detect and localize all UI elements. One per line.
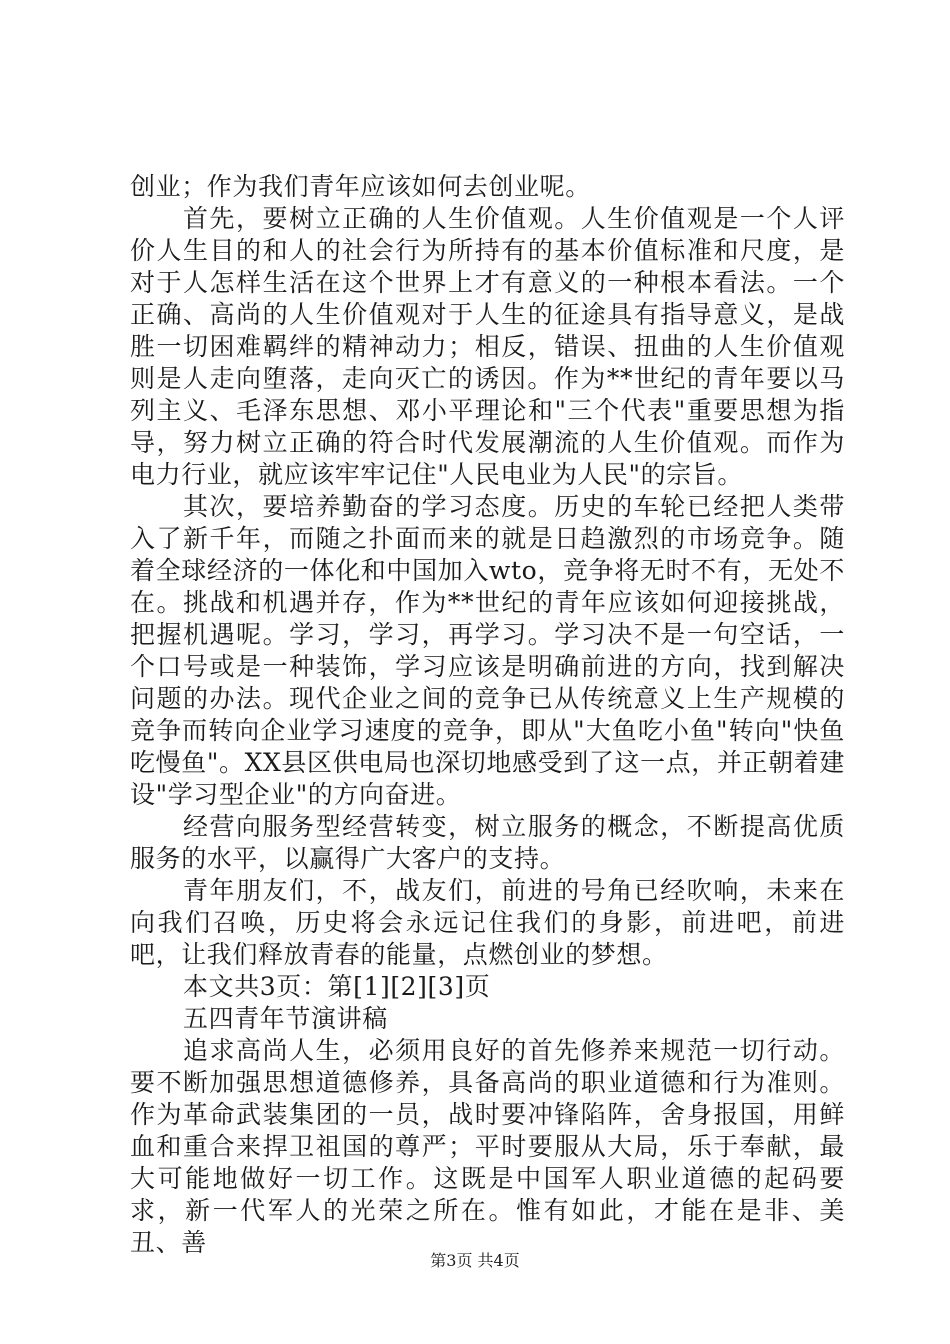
paragraph-5: 青年朋友们，不，战友们，前进的号角已经吹响，未来在向我们召唤，历史将会永远记住我们的身影，前进吧，前进吧，让我们释放青春的能量，点燃创业的梦想。 (130, 876, 845, 969)
document-body (130, 171, 845, 1259)
section-title: 五四青年节演讲稿 (183, 1004, 388, 1033)
paragraph-6: 追求高尚人生，必须用良好的首先修养来规范一切行动。要不断加强思想道德修养，具备高尚的职业道德和行为准则。作为革命武装集团的一员，战时要冲锋陷阵，舍身报国，用鲜血和重合来捍卫祖国的尊严；平时要服从大局，乐于奉献，最大可能地做好一切工作。这既是中国军人职业道德的起码要求，新一代军人的光荣之所在。惟有如此，才能在是非、美丑、善 (130, 1036, 845, 1257)
paragraph-3: 其次，要培养勤奋的学习态度。历史的车轮已经把人类带入了新千年，而随之扑面而来的就是日趋激烈的市场竞争。随着全球经济的一体化和中国加入wto，竞争将无时不有，无处不在。挑战和机遇并存，作为**世纪的青年应该如何迎接挑战，把握机遇呢。学习，学习，再学习。学习决不是一句空话，一个口号或是一种装饰，学习应该是明确前进的方向，找到解决问题的办法。现代企业之间的竞争已从传统意义上生产规模的竞争而转向企业学习速度的竞争，即从"大鱼吃小鱼"转向"快鱼吃慢鱼"。XX县区供电局也深切地感受到了这一点，并正朝着建设"学习型企业"的方向奋进。 (130, 492, 845, 809)
paragraph-4: 经营向服务型经营转变，树立服务的概念，不断提高优质服务的水平，以赢得广大客户的支持。 (130, 812, 845, 873)
paragraph-1: 创业；作为我们青年应该如何去创业呢。 (130, 172, 591, 201)
page-count-line: 本文共3页：第[1][2][3]页 (183, 972, 491, 1001)
page-footer: 第3页 共4页 (430, 1251, 520, 1270)
paragraph-2: 首先，要树立正确的人生价值观。人生价值观是一个人评价人生目的和人的社会行为所持有的基本价值标准和尺度，是对于人怎样生活在这个世界上才有意义的一种根本看法。一个正确、高尚的人生价值观对于人生的征途具有指导意义，是战胜一切困难羁绊的精神动力；相反，错误、扭曲的人生价值观则是人走向堕落，走向灭亡的诱因。作为**世纪的青年要以马列主义、毛泽东思想、邓小平理论和"三个代表"重要思想为指导，努力树立正确的符合时代发展潮流的人生价值观。而作为电力行业，就应该牢牢记住"人民电业为人民"的宗旨。 (130, 204, 845, 489)
